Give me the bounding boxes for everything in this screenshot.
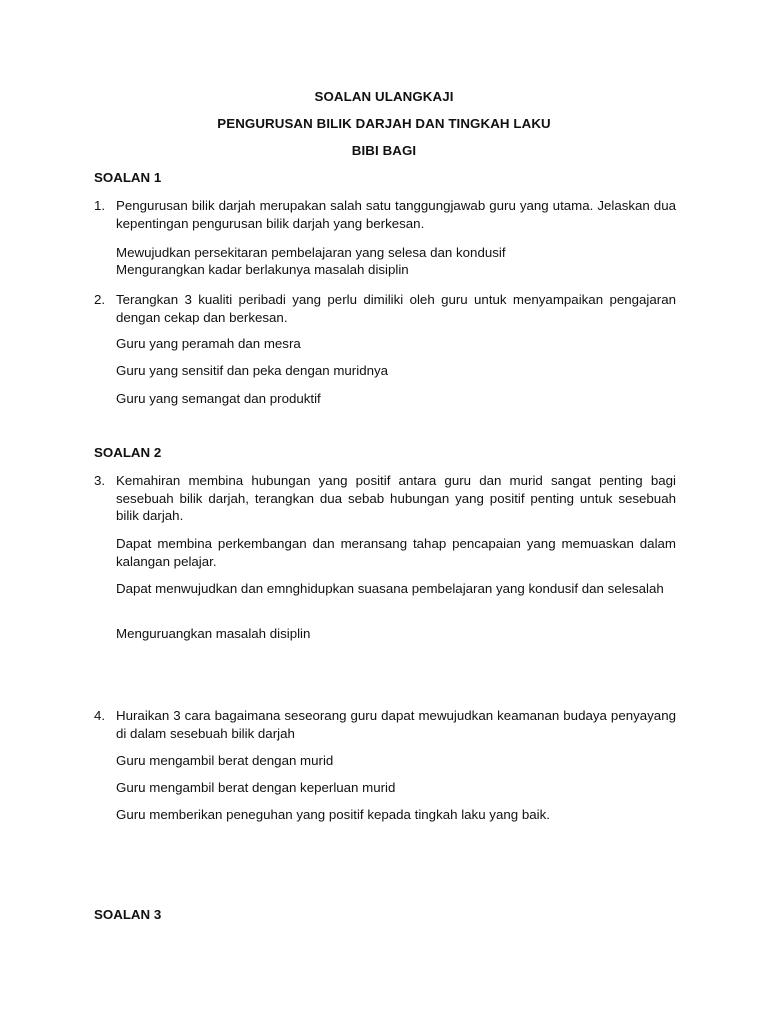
question-text: Pengurusan bilik darjah merupakan salah satu tanggungjawab guru yang utama. Jelaskan dua kepentingan pengurusan bilik darjah yang berkesan. <box>116 198 676 231</box>
question-text: Kemahiran membina hubungan yang positif antara guru dan murid sangat penting bagi sesebuah bilik darjah, terangkan dua sebab hubungan yang positif penting untuk sesebuah bilik darjah. <box>116 473 676 523</box>
document-subtitle: PENGURUSAN BILIK DARJAH DAN TINGKAH LAKU <box>217 116 551 131</box>
answer-line: Guru mengambil berat dengan keperluan murid <box>116 780 396 795</box>
answer-line: Dapat membina perkembangan dan meransang tahap pencapaian yang memuaskan dalam kalangan pelajar. <box>116 536 676 569</box>
section-heading-soalan-3: SOALAN 3 <box>94 907 162 922</box>
answer-line: Guru yang peramah dan mesra <box>116 336 301 351</box>
answer-line: Mengurangkan kadar berlakunya masalah disiplin <box>116 262 409 277</box>
question-text: Terangkan 3 kualiti peribadi yang perlu dimiliki oleh guru untuk menyampaikan pengajaran dengan cekap dan berkesan. <box>116 292 676 325</box>
question-number: 3. <box>94 473 106 488</box>
answer-line: Guru yang semangat dan produktif <box>116 391 321 406</box>
section-heading-soalan-2: SOALAN 2 <box>94 445 162 460</box>
document-author: BIBI BAGI <box>351 143 417 158</box>
answer-line: Menguruangkan masalah disiplin <box>116 626 311 641</box>
question-number: 2. <box>94 292 106 307</box>
answer-line: Mewujudkan persekitaran pembelajaran yang selesa dan kondusif <box>116 245 506 260</box>
answer-line: Dapat menwujudkan dan emnghidupkan suasana pembelajaran yang kondusif dan selesalah <box>116 581 664 596</box>
answer-line: Guru yang sensitif dan peka dengan muridnya <box>116 363 389 378</box>
document-title: SOALAN ULANGKAJI <box>314 89 454 104</box>
question-number: 1. <box>94 198 106 213</box>
answer-line: Guru mengambil berat dengan murid <box>116 753 334 768</box>
section-heading-soalan-1: SOALAN 1 <box>94 170 162 185</box>
question-text: Huraikan 3 cara bagaimana seseorang guru dapat mewujudkan keamanan budaya penyayang di dalam sesebuah bilik darjah <box>116 708 676 741</box>
answer-line: Guru memberikan peneguhan yang positif kepada tingkah laku yang baik. <box>116 807 550 822</box>
question-number: 4. <box>94 708 106 723</box>
